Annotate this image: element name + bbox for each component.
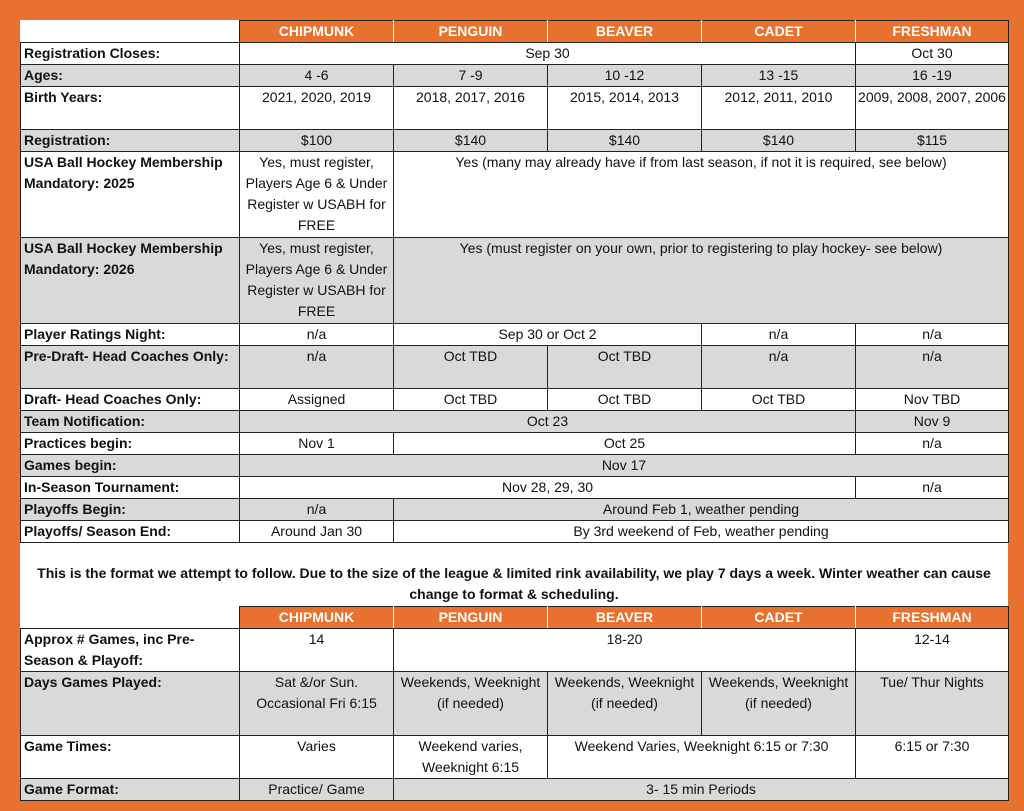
row-approx-games [21, 629, 1009, 672]
row-label: Player Ratings Night: [21, 324, 240, 346]
cell-value: Yes (many may already have if from last season, if not it is required, see below) [394, 152, 1009, 238]
row-label: Ages: [21, 65, 240, 87]
row-label: Playoffs/ Season End: [21, 521, 240, 543]
row-membership-2025 [21, 152, 1009, 238]
schedule-sheet [20, 20, 1008, 801]
cell-value: n/a [856, 324, 1009, 346]
cell-value: $140 [548, 130, 702, 152]
cell-value: Sep 30 [240, 43, 856, 65]
cell-value: Weekends, Weeknight (if needed) [548, 672, 702, 736]
cell-value: Oct TBD [548, 346, 702, 389]
row-game-format [21, 779, 1009, 801]
cell-value: Oct 25 [394, 433, 856, 455]
cell-value: Yes, must register, Players Age 6 & Under Register w USABH for FREE [240, 238, 394, 324]
cell-value: Yes, must register, Players Age 6 & Under Register w USABH for FREE [240, 152, 394, 238]
cell-value: 13 -15 [702, 65, 856, 87]
cell-value: $115 [856, 130, 1009, 152]
cell-value: Tue/ Thur Nights [856, 672, 1009, 736]
row-days-played [21, 672, 1009, 736]
row-label: Game Times: [21, 736, 240, 779]
schedule-table [20, 20, 1009, 543]
cell-value: Oct TBD [548, 389, 702, 411]
cell-value: Assigned [240, 389, 394, 411]
row-label: In-Season Tournament: [21, 477, 240, 499]
row-birth-years [21, 87, 1009, 130]
cell-value: Nov 28, 29, 30 [240, 477, 856, 499]
header-penguin: PENGUIN [394, 21, 548, 43]
cell-value: $140 [702, 130, 856, 152]
row-label: USA Ball Hockey Membership Mandatory: 2026 [21, 238, 240, 324]
row-label: Days Games Played: [21, 672, 240, 736]
row-label: Pre-Draft- Head Coaches Only: [21, 346, 240, 389]
cell-value: Sep 30 or Oct 2 [394, 324, 702, 346]
cell-value: 12-14 [856, 629, 1009, 672]
row-game-times [21, 736, 1009, 779]
row-label: Playoffs Begin: [21, 499, 240, 521]
cell-value: Around Feb 1, weather pending [394, 499, 1009, 521]
cell-value: n/a [856, 346, 1009, 389]
format-header-row [21, 607, 1009, 629]
cell-value: 2012, 2011, 2010 [702, 87, 856, 130]
cell-value: Weekend Varies, Weeknight 6:15 or 7:30 [548, 736, 856, 779]
cell-value: Around Jan 30 [240, 521, 394, 543]
row-label: Registration Closes: [21, 43, 240, 65]
cell-value: Oct 23 [240, 411, 856, 433]
cell-value: 7 -9 [394, 65, 548, 87]
header-chipmunk: CHIPMUNK [240, 21, 394, 43]
cell-value: Practice/ Game [240, 779, 394, 801]
cell-value: Weekend varies, Weeknight 6:15 [394, 736, 548, 779]
cell-value: Weekends, Weeknight (if needed) [702, 672, 856, 736]
row-ages [21, 65, 1009, 87]
cell-value: Nov 17 [240, 455, 1009, 477]
cell-value: n/a [240, 499, 394, 521]
row-label: Game Format: [21, 779, 240, 801]
row-season-end [21, 521, 1009, 543]
cell-value: n/a [702, 324, 856, 346]
cell-value: n/a [856, 477, 1009, 499]
header-beaver: BEAVER [548, 607, 702, 629]
cell-value: Varies [240, 736, 394, 779]
cell-value: 10 -12 [548, 65, 702, 87]
row-registration [21, 130, 1009, 152]
row-label: USA Ball Hockey Membership Mandatory: 2025 [21, 152, 240, 238]
cell-value: By 3rd weekend of Feb, weather pending [394, 521, 1009, 543]
cell-value: Yes (must register on your own, prior to registering to play hockey- see below) [394, 238, 1009, 324]
cell-value: 18-20 [394, 629, 856, 672]
corner-cell [21, 21, 240, 43]
row-player-ratings [21, 324, 1009, 346]
cell-value: Oct TBD [394, 346, 548, 389]
cell-value: Sat &/or Sun. Occasional Fri 6:15 [240, 672, 394, 736]
row-label: Approx # Games, inc Pre-Season & Playoff: [21, 629, 240, 672]
format-notice: This is the format we attempt to follow. Due to the size of the league & limited rink availability, we play 7 days a week. Winter weather can cause change to format & scheduling. [37, 565, 991, 602]
cell-value: 4 -6 [240, 65, 394, 87]
row-in-season-tournament [21, 477, 1009, 499]
header-freshman: FRESHMAN [856, 607, 1009, 629]
cell-value: 2009, 2008, 2007, 2006 [856, 87, 1009, 130]
row-membership-2026 [21, 238, 1009, 324]
row-draft [21, 389, 1009, 411]
cell-value: 6:15 or 7:30 [856, 736, 1009, 779]
row-label: Registration: [21, 130, 240, 152]
header-cadet: CADET [702, 607, 856, 629]
cell-value: n/a [856, 433, 1009, 455]
cell-value: 3- 15 min Periods [394, 779, 1009, 801]
header-chipmunk: CHIPMUNK [240, 607, 394, 629]
cell-value: 16 -19 [856, 65, 1009, 87]
cell-value: $100 [240, 130, 394, 152]
cell-value: $140 [394, 130, 548, 152]
row-pre-draft [21, 346, 1009, 389]
cell-value: 2018, 2017, 2016 [394, 87, 548, 130]
cell-value: Oct TBD [702, 389, 856, 411]
row-games-begin [21, 455, 1009, 477]
row-label: Draft- Head Coaches Only: [21, 389, 240, 411]
cell-value: Nov 1 [240, 433, 394, 455]
cell-value: n/a [702, 346, 856, 389]
row-label: Games begin: [21, 455, 240, 477]
row-practices-begin [21, 433, 1009, 455]
row-registration-closes [21, 43, 1009, 65]
header-cadet: CADET [702, 21, 856, 43]
header-beaver: BEAVER [548, 21, 702, 43]
cell-value: Oct TBD [394, 389, 548, 411]
cell-value: Nov 9 [856, 411, 1009, 433]
format-table [20, 606, 1009, 801]
row-label: Birth Years: [21, 87, 240, 130]
row-label: Team Notification: [21, 411, 240, 433]
row-team-notification [21, 411, 1009, 433]
header-freshman: FRESHMAN [856, 21, 1009, 43]
division-header-row [21, 21, 1009, 43]
header-penguin: PENGUIN [394, 607, 548, 629]
cell-value: 14 [240, 629, 394, 672]
cell-value: n/a [240, 324, 394, 346]
cell-value: 2021, 2020, 2019 [240, 87, 394, 130]
cell-value: Weekends, Weeknight (if needed) [394, 672, 548, 736]
row-playoffs-begin [21, 499, 1009, 521]
cell-value: n/a [240, 346, 394, 389]
corner-cell [21, 607, 240, 629]
row-label: Practices begin: [21, 433, 240, 455]
cell-value: Oct 30 [856, 43, 1009, 65]
cell-value: 2015, 2014, 2013 [548, 87, 702, 130]
cell-value: Nov TBD [856, 389, 1009, 411]
